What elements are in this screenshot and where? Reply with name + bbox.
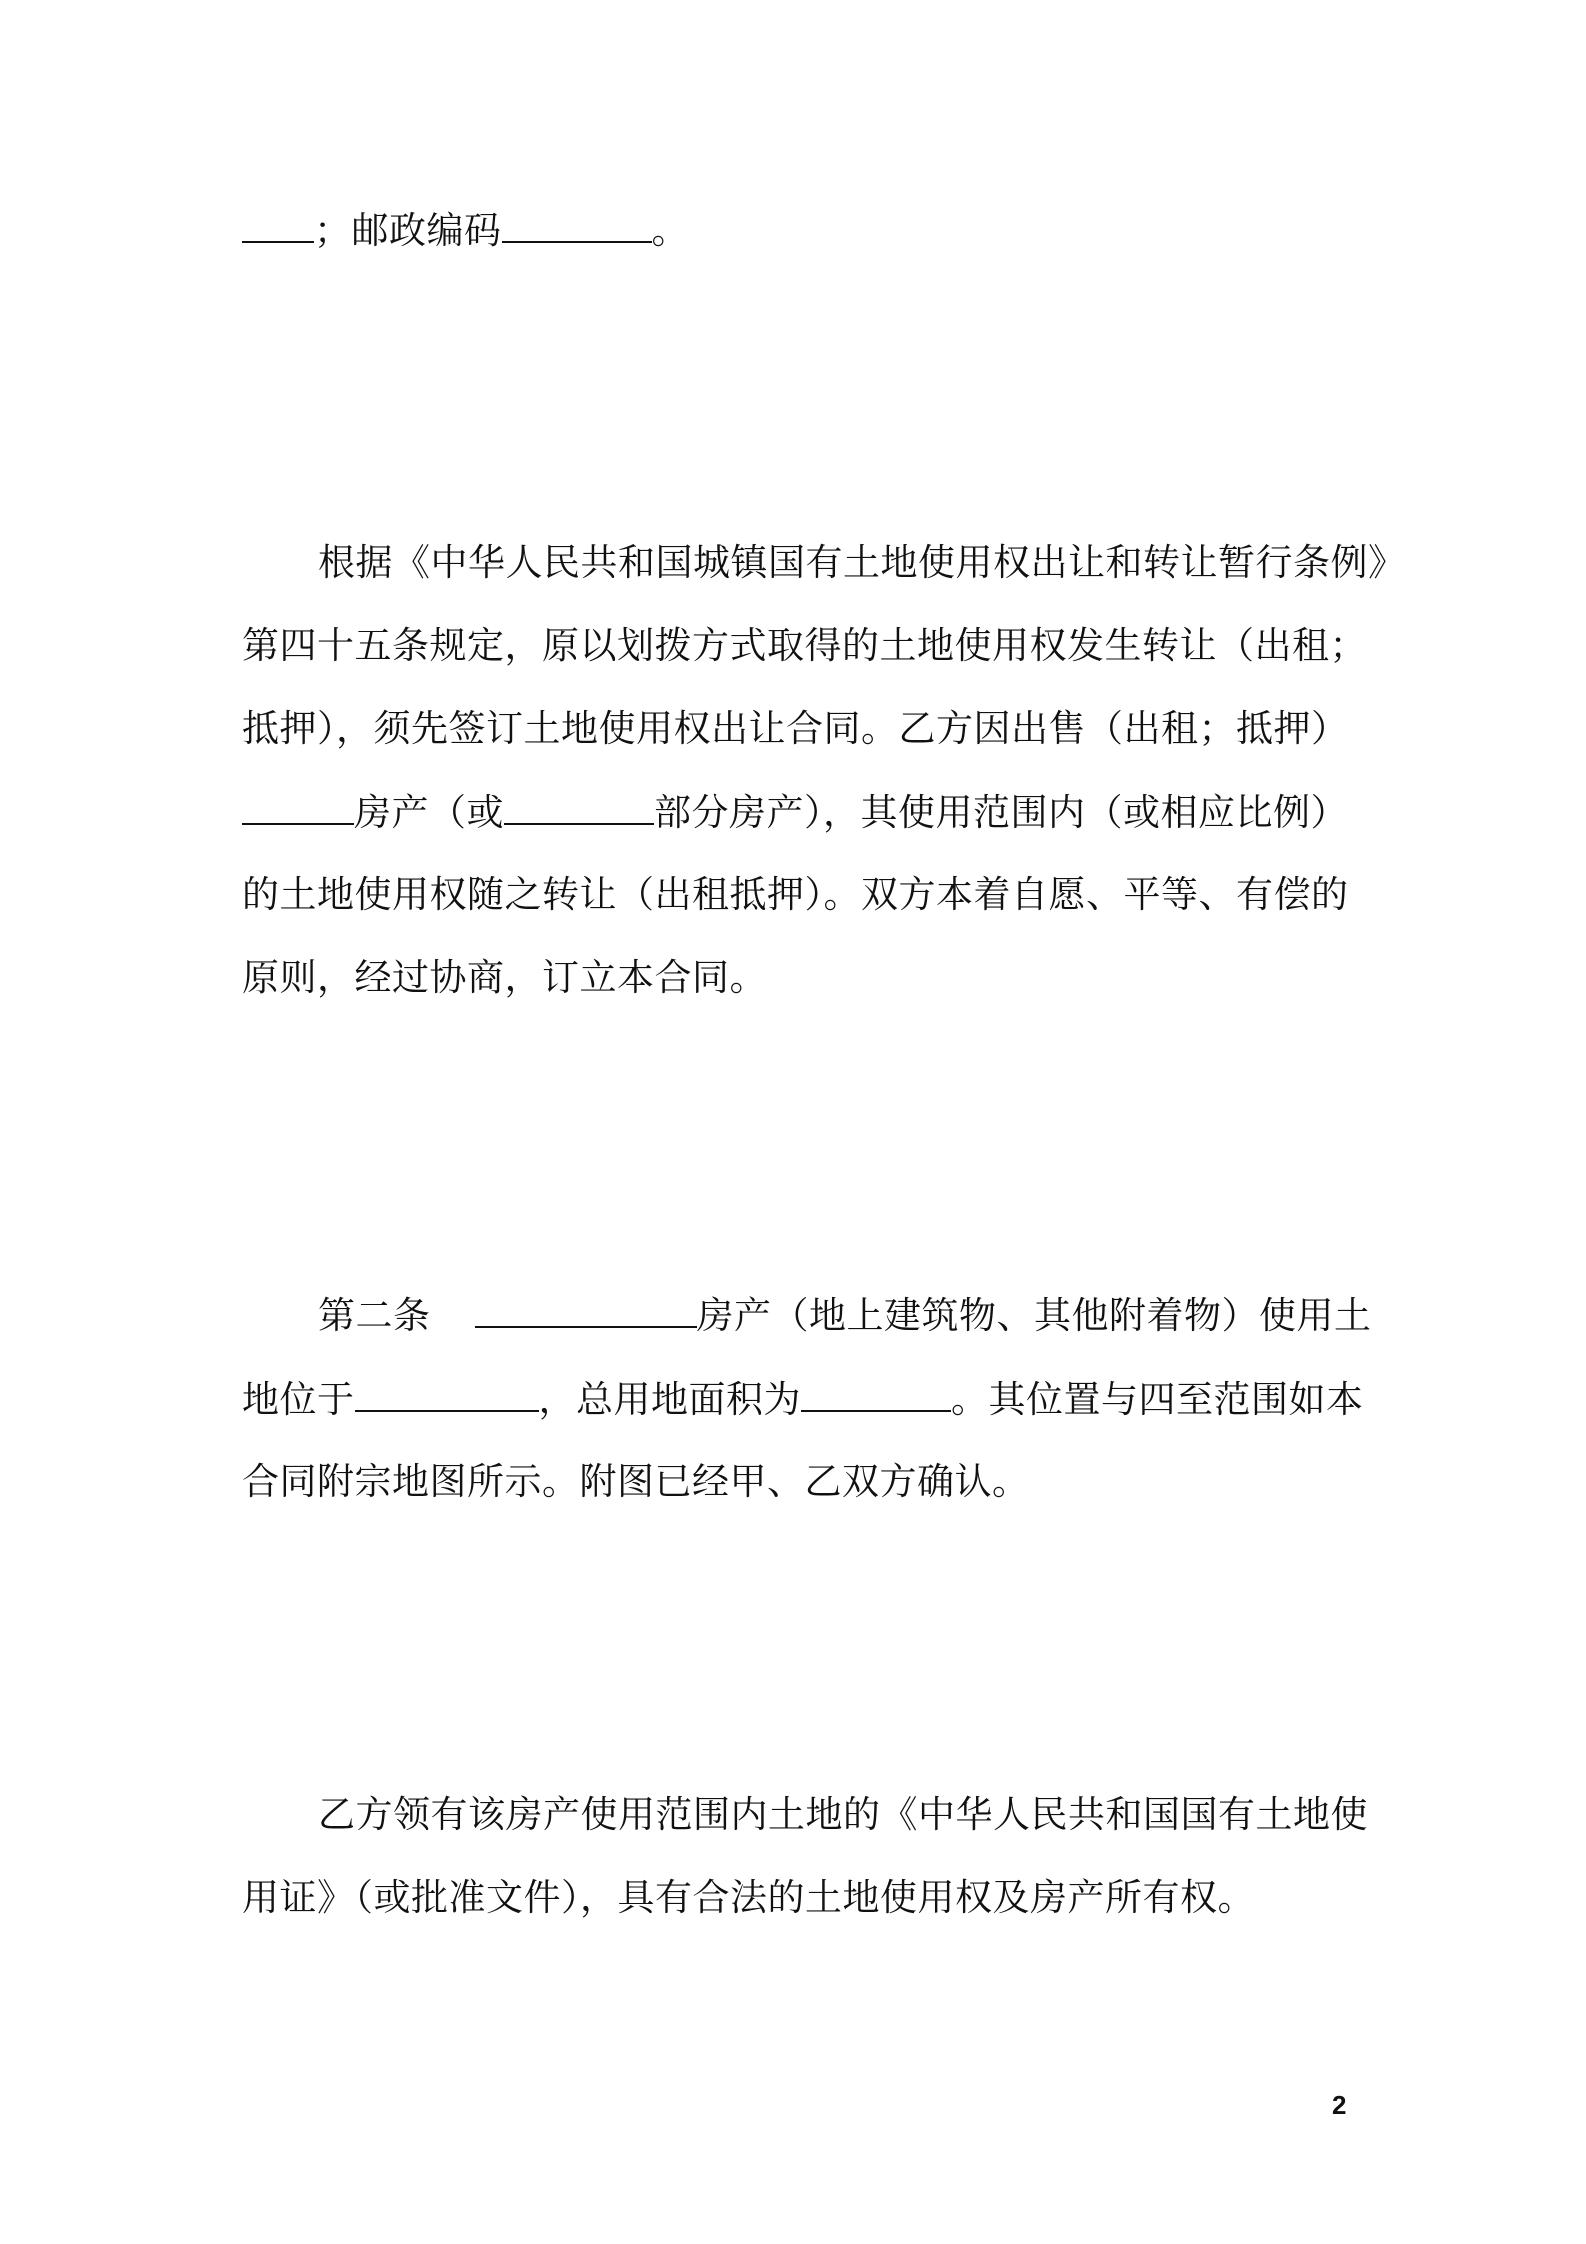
para1-line3-text: 抵押），须先签订土地使用权出让合同。乙方因出售（出租；抵押） — [242, 707, 1349, 750]
para2-line3 — [242, 1457, 1030, 1507]
partial-property-blank — [504, 787, 654, 825]
para2-line2-text-b: ，总用地面积为 — [538, 1378, 801, 1421]
para3-line1-text: 乙方领有该房产使用范围内土地的《中华人民共和国国有土地使 — [318, 1793, 1368, 1836]
para1-line1 — [318, 538, 1406, 588]
para3-line2-text: 用证》（或批准文件），具有合法的土地使用权及房产所有权。 — [242, 1876, 1255, 1919]
para1-line6-text: 原则，经过协商，订立本合同。 — [242, 956, 767, 999]
para1-line1-text: 根据《中华人民共和国城镇国有土地使用权出让和转让暂行条例》 — [318, 541, 1406, 584]
para2-line2 — [242, 1374, 1364, 1424]
para1-line2 — [242, 621, 1367, 671]
para1-line4 — [242, 787, 1348, 837]
para2-line2-text-a: 地位于 — [242, 1378, 355, 1421]
para2-line1 — [318, 1290, 1372, 1340]
property-blank — [242, 787, 354, 825]
para3-line2 — [242, 1873, 1255, 1923]
para1-line4-text-b: 部分房产），其使用范围内（或相应比例） — [654, 791, 1348, 834]
address-blank — [242, 205, 314, 243]
para1-line5 — [242, 870, 1349, 920]
para1-line2-text: 第四十五条规定，原以划拨方式取得的土地使用权发生转让（出租； — [242, 624, 1367, 667]
para2-line3-text: 合同附宗地图所示。附图已经甲、乙双方确认。 — [242, 1460, 1030, 1503]
line-end-period: 。 — [651, 209, 689, 252]
para3-line1 — [318, 1790, 1368, 1840]
para2-line1-text: 房产（地上建筑物、其他附着物）使用土 — [696, 1294, 1372, 1337]
area-blank — [801, 1374, 951, 1412]
page-number: 2 — [1332, 2090, 1347, 2120]
postal-code-line — [242, 205, 689, 255]
article-2-label: 第二条 — [318, 1294, 431, 1337]
para1-line4-text-a: 房产（或 — [354, 791, 504, 834]
para2-line2-text-c: 。其位置与四至范围如本 — [951, 1378, 1364, 1421]
para1-line3 — [242, 704, 1349, 754]
location-blank — [355, 1374, 539, 1412]
para1-line6 — [242, 953, 767, 1003]
postal-code-label: ；邮政编码 — [314, 209, 502, 252]
postal-code-blank — [502, 205, 652, 243]
article-2-property-blank — [475, 1290, 697, 1328]
para1-line5-text: 的土地使用权随之转让（出租抵押）。双方本着自愿、平等、有偿的 — [242, 873, 1349, 916]
